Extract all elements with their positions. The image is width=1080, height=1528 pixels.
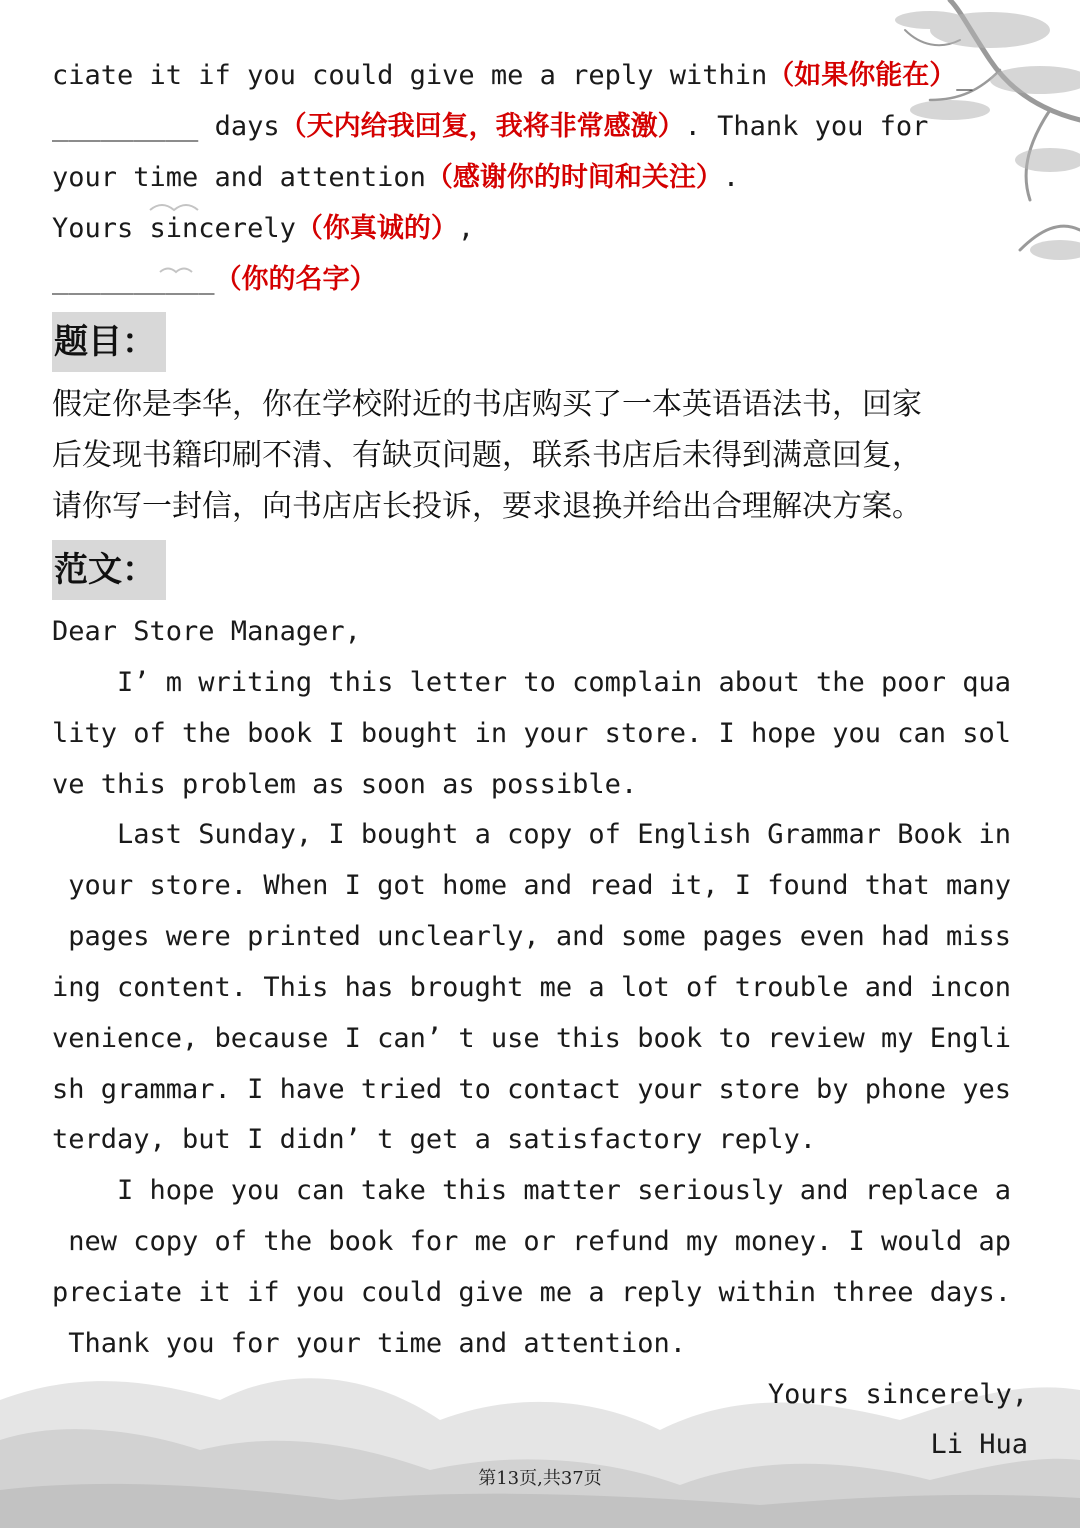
sample-line: pages were printed unclearly, and some pages even had miss: [52, 921, 1012, 952]
template-text: your time and attention: [52, 162, 426, 193]
sample-line: Dear Store Manager,: [52, 616, 361, 647]
template-annotation: （你的名字）: [214, 264, 377, 295]
sample-line: Thank you for your time and attention.: [52, 1328, 686, 1359]
template-text: ,: [457, 213, 475, 244]
template-line-2: [52, 109, 1028, 145]
template-annotation: （天内给我回复，我将非常感激）: [279, 111, 685, 142]
template-line-5: [52, 262, 1028, 298]
page-number: 第13页,共37页: [478, 1468, 602, 1489]
sample-line: lity of the book I bought in your store. I hope you can sol: [52, 718, 1012, 749]
sample-line: preciate it if you could give me a reply within three days.: [52, 1277, 1012, 1308]
template-text: .: [722, 162, 740, 193]
letter-signature: Li Hua: [930, 1429, 1028, 1460]
sample-line: Last Sunday, I bought a copy of English Grammar Book in: [52, 819, 1012, 850]
sample-line: sh grammar. I have tried to contact your store by phone yes: [52, 1074, 1012, 1105]
template-blank: _________: [52, 111, 199, 142]
template-annotation: （感谢你的时间和关注）: [425, 162, 723, 193]
sample-heading: 范文：: [52, 540, 166, 600]
sample-line: your store. When I got home and read it, I found that many: [52, 870, 1012, 901]
template-text: . Thank you for: [684, 111, 929, 142]
template-annotation: （你真诚的）: [295, 213, 458, 244]
sample-line: ve this problem as soon as possible.: [52, 769, 638, 800]
template-text: ciate it if you could give me a reply within: [52, 60, 768, 91]
template-text: days: [198, 111, 280, 142]
sample-line: terday, but I didn’ t get a satisfactory reply.: [52, 1124, 817, 1155]
sample-line: venience, because I can’ t use this book to review my Engli: [52, 1023, 1012, 1054]
sample-line: I hope you can take this matter seriously and replace a: [52, 1175, 1012, 1206]
template-line-1: [52, 58, 1028, 94]
topic-heading: 题目：: [52, 312, 166, 372]
template-line-4: [52, 211, 1028, 247]
letter-closing: Yours sincerely,: [767, 1379, 1028, 1410]
template-blank: __________: [52, 264, 215, 295]
sample-line: new copy of the book for me or refund my money. I would ap: [52, 1226, 1012, 1257]
topic-line: 假定你是李华，你在学校附近的书店购买了一本英语语法书，回家: [52, 387, 922, 422]
sample-line: I’ m writing this letter to complain about the poor qua: [52, 667, 1012, 698]
topic-line: 后发现书籍印刷不清、有缺页问题，联系书店后未得到满意回复，: [52, 438, 922, 473]
sample-line: ing content. This has brought me a lot of trouble and incon: [52, 972, 1012, 1003]
template-blank: _: [956, 60, 973, 91]
template-line-3: [52, 160, 1028, 196]
template-text: Yours sincerely: [52, 213, 296, 244]
template-annotation: （如果你能在）: [767, 60, 957, 91]
topic-line: 请你写一封信，向书店店长投诉，要求退换并给出合理解决方案。: [52, 489, 922, 524]
